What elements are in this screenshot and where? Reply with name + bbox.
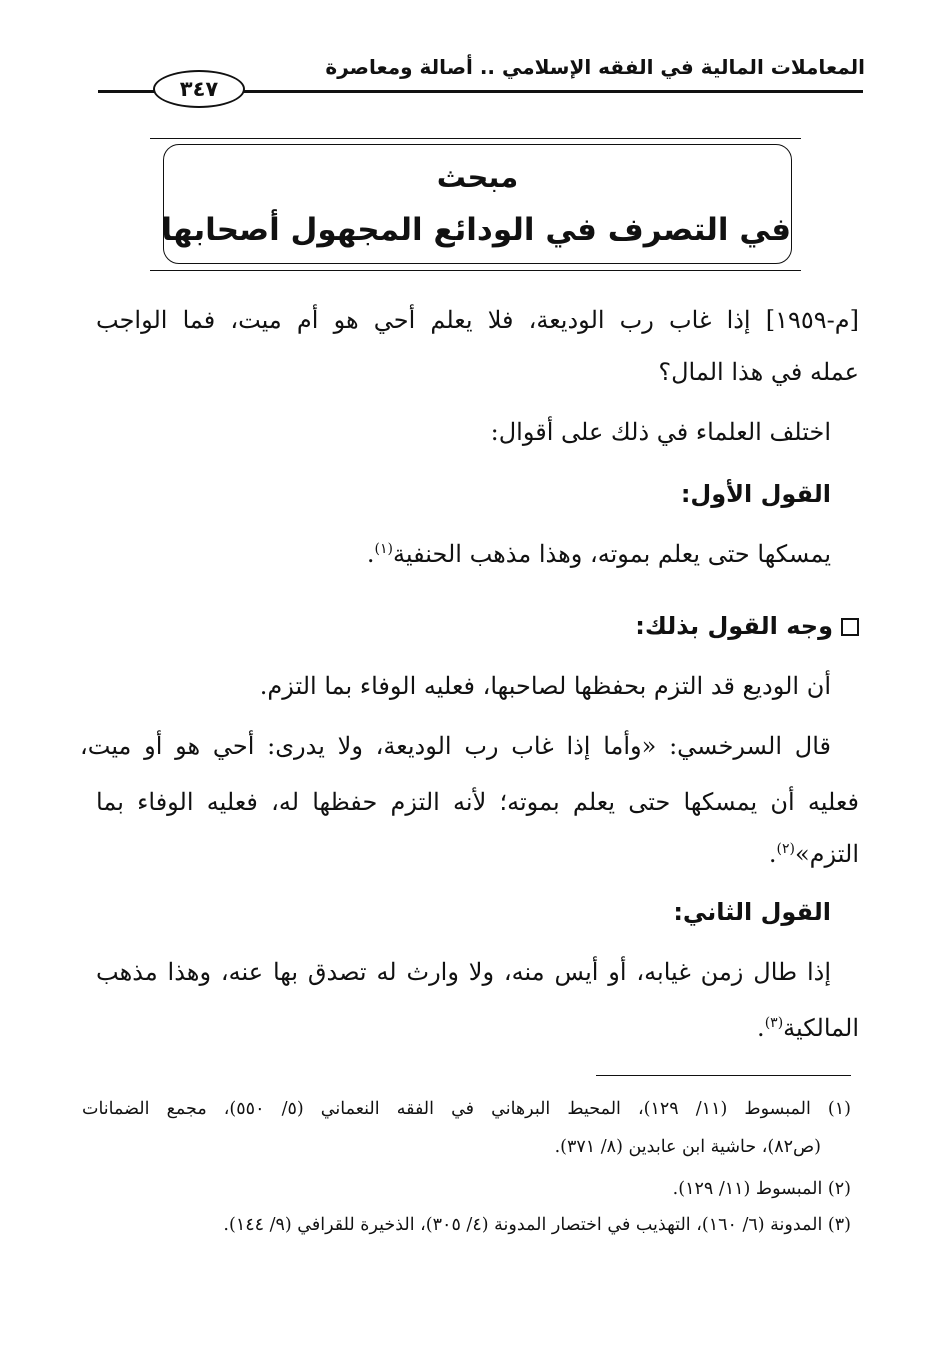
title-bottom-rule [150, 270, 801, 271]
page-number: ٣٤٧ [153, 70, 245, 108]
footnote-rule [596, 1075, 851, 1076]
section-label: مبحث [436, 160, 519, 194]
title-top-rule [150, 138, 801, 139]
square-bullet-icon [841, 618, 859, 636]
second-opinion-line-2: المالكية$^{(٣)}$. [757, 1014, 859, 1042]
footnote-1-line-1: (١) المبسوط (١١/ ١٢٩)، المحيط البرهاني في الفقه النعماني (٥/ ٥٥٠)، مجمع الضمانات [82, 1099, 851, 1119]
question-line-2: عمله في هذا المال؟ [658, 358, 859, 386]
second-opinion-line-1: إذا طال زمن غيابه، أو أيس منه، ولا وارث له تصدق بها عنه، وهذا مذهب [96, 958, 831, 986]
footnote-ref-2[interactable]: (٢) [776, 841, 795, 857]
intro-text: اختلف العلماء في ذلك على أقوال: [490, 418, 831, 446]
footnote-1-line-2: (ص٨٢)، حاشية ابن عابدين (٨/ ٣٧١). [554, 1137, 821, 1157]
first-opinion-heading: القول الأول: [680, 480, 831, 508]
quote-line-2: فعليه أن يمسكها حتى يعلم بموته؛ لأنه التزم حفظها له، فعليه الوفاء بما [96, 788, 859, 816]
reason-text: أن الوديع قد التزم بحفظها لصاحبها، فعليه الوفاء بما التزم. [259, 672, 831, 700]
quote-line-1: قال السرخسي: «وأما إذا غاب رب الوديعة، ولا يدرى: أحي هو أو ميت، [80, 732, 831, 760]
first-opinion-text: يمسكها حتى يعلم بموته، وهذا مذهب الحنفية$^{(١)}$. [366, 540, 831, 568]
reason-heading: وجه القول بذلك: [635, 606, 859, 646]
second-opinion-heading: القول الثاني: [673, 898, 831, 926]
section-title: في التصرف في الودائع المجهول أصحابها [161, 212, 791, 248]
question-line-1: [م-١٩٥٩] إذا غاب رب الوديعة، فلا يعلم أحي هو أم ميت، فما الواجب [96, 306, 859, 334]
footnote-2: (٢) المبسوط (١١/ ١٢٩). [672, 1179, 851, 1199]
quote-line-3: التزم»$^{(٢)}$. [768, 840, 859, 868]
running-header-title: المعاملات المالية في الفقه الإسلامي .. أصالة ومعاصرة [325, 55, 865, 79]
footnote-ref-1[interactable]: (١) [374, 541, 393, 557]
section-title-box [163, 144, 792, 264]
footnote-3: (٣) المدونة (٦/ ١٦٠)، التهذيب في اختصار المدونة (٤/ ٣٠٥)، الذخيرة للقرافي (٩/ ١٤٤). [223, 1215, 851, 1235]
footnote-ref-3[interactable]: (٣) [764, 1015, 784, 1031]
